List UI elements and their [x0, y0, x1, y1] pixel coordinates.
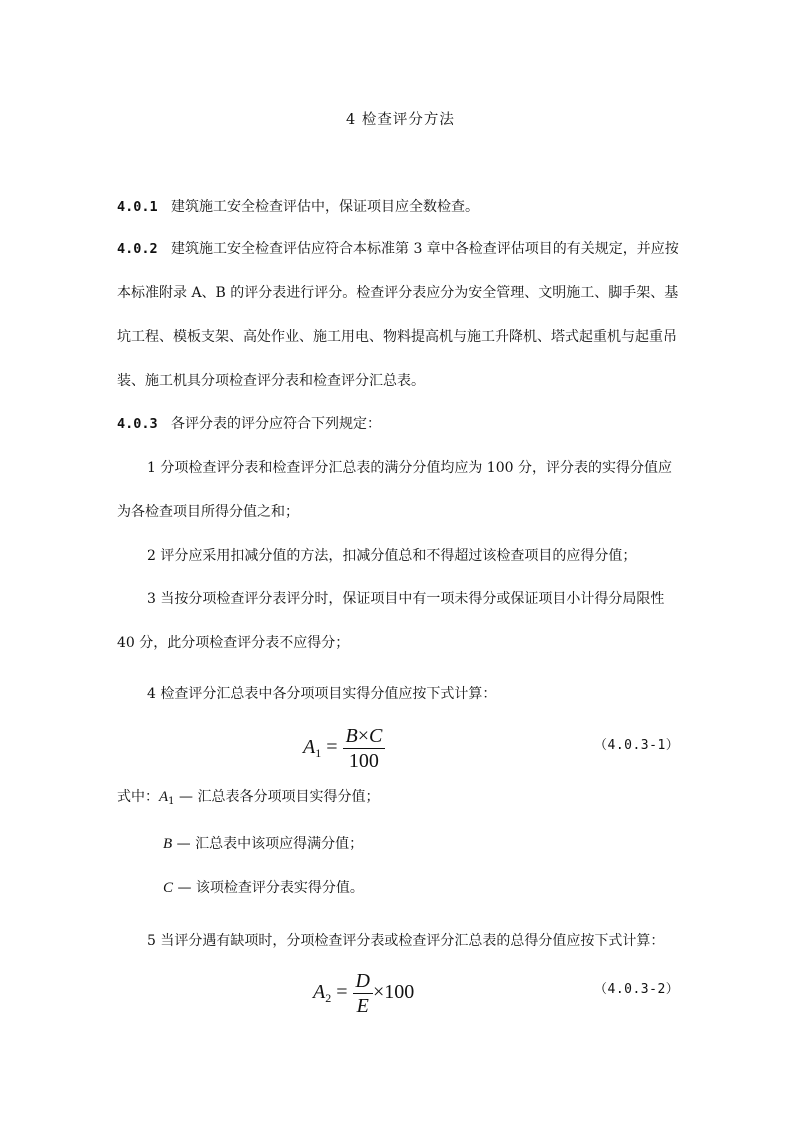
- clause-text: 建筑施工安全检查评估中，保证项目应全数检查。: [171, 199, 479, 215]
- clause-4-0-2-line-3: 坑工程、模板支架、高处作业、施工用电、物料提高机与施工升降机、塔式起重机与起重吊: [117, 329, 677, 345]
- item-2: 2 评分应采用扣减分值的方法，扣减分值总和不得超过该检查项目的应得分值；: [147, 548, 637, 564]
- formula-factor: 100: [384, 981, 415, 1004]
- formula-lhs-subscript: 1: [315, 746, 322, 761]
- symbol-a-subscript: 1: [168, 796, 175, 807]
- formula-denominator: 100: [348, 750, 379, 772]
- formula-lhs-subscript: 2: [325, 991, 332, 1006]
- symbol-a: A: [159, 789, 169, 805]
- section-title: 4 检查评分方法: [346, 112, 455, 128]
- formula-equals: =: [336, 981, 348, 1004]
- times-sign: ×: [372, 981, 385, 1004]
- symbol-c: C: [163, 880, 174, 896]
- item-1-line-1: 1 分项检查评分表和检查评分汇总表的满分分值均应为 100 分，评分表的实得分值应: [147, 460, 672, 476]
- equation-number-1: （4.0.3-1）: [594, 738, 680, 753]
- where-c: [163, 878, 364, 898]
- item-3-line-1: 3 当按分项检查评分表评分时，保证项目中有一项未得分或保证项目小计得分局限性: [147, 591, 665, 607]
- item-5: 5 当评分遇有缺项时，分项检查评分表或检查评分汇总表的总得分值应按下式计算：: [147, 933, 665, 949]
- where-label: 式中：: [117, 789, 159, 805]
- formula-4-0-3-2: [313, 970, 414, 1017]
- clause-number: 4.0.1: [117, 199, 158, 215]
- clause-text: 各评分表的评分应符合下列规定：: [171, 416, 381, 432]
- item-4: 4 检查评分汇总表中各分项项目实得分值应按下式计算：: [147, 686, 497, 702]
- clause-text: 建筑施工安全检查评估应符合本标准第 3 章中各检查评估项目的有关规定，并应按: [171, 241, 679, 257]
- equation-number-2: （4.0.3-2）: [594, 982, 680, 997]
- clause-number: 4.0.3: [117, 416, 158, 432]
- where-c-text: — 该项检查评分表实得分值。: [177, 880, 364, 896]
- where-a1: [117, 787, 379, 812]
- formula-denominator: E: [356, 995, 369, 1017]
- clause-4-0-2-line-1: [117, 239, 679, 259]
- clause-4-0-2-line-4: 装、施工机具分项检查评分表和检查评分汇总表。: [117, 373, 425, 389]
- symbol-b: B: [163, 836, 173, 852]
- clause-number: 4.0.2: [117, 241, 158, 257]
- formula-lhs: A: [303, 736, 316, 759]
- formula-4-0-3-1: [303, 725, 385, 772]
- item-3-line-2: 40 分，此分项检查评分表不应得分；: [117, 635, 350, 651]
- formula-fraction: [353, 970, 373, 1017]
- times-sign: ×: [357, 725, 369, 747]
- formula-fraction: [343, 725, 386, 772]
- where-b: [163, 834, 363, 854]
- where-b-text: — 汇总表中该项应得满分值；: [176, 836, 364, 852]
- clause-4-0-1: [117, 197, 479, 217]
- numerator-c: C: [369, 725, 383, 747]
- item-1-line-2: 为各检查项目所得分值之和；: [117, 504, 299, 520]
- formula-numerator: D: [353, 970, 373, 994]
- where-a1-text: — 汇总表各分项项目实得分值；: [179, 789, 380, 805]
- clause-4-0-3: [117, 414, 381, 434]
- clause-4-0-2-line-2: 本标准附录 A、B 的评分表进行评分。检查评分表应分为安全管理、文明施工、脚手架、基: [117, 285, 679, 301]
- numerator-b: B: [345, 725, 358, 747]
- formula-numerator: [343, 725, 386, 749]
- formula-equals: =: [326, 736, 338, 759]
- formula-lhs: A: [313, 981, 326, 1004]
